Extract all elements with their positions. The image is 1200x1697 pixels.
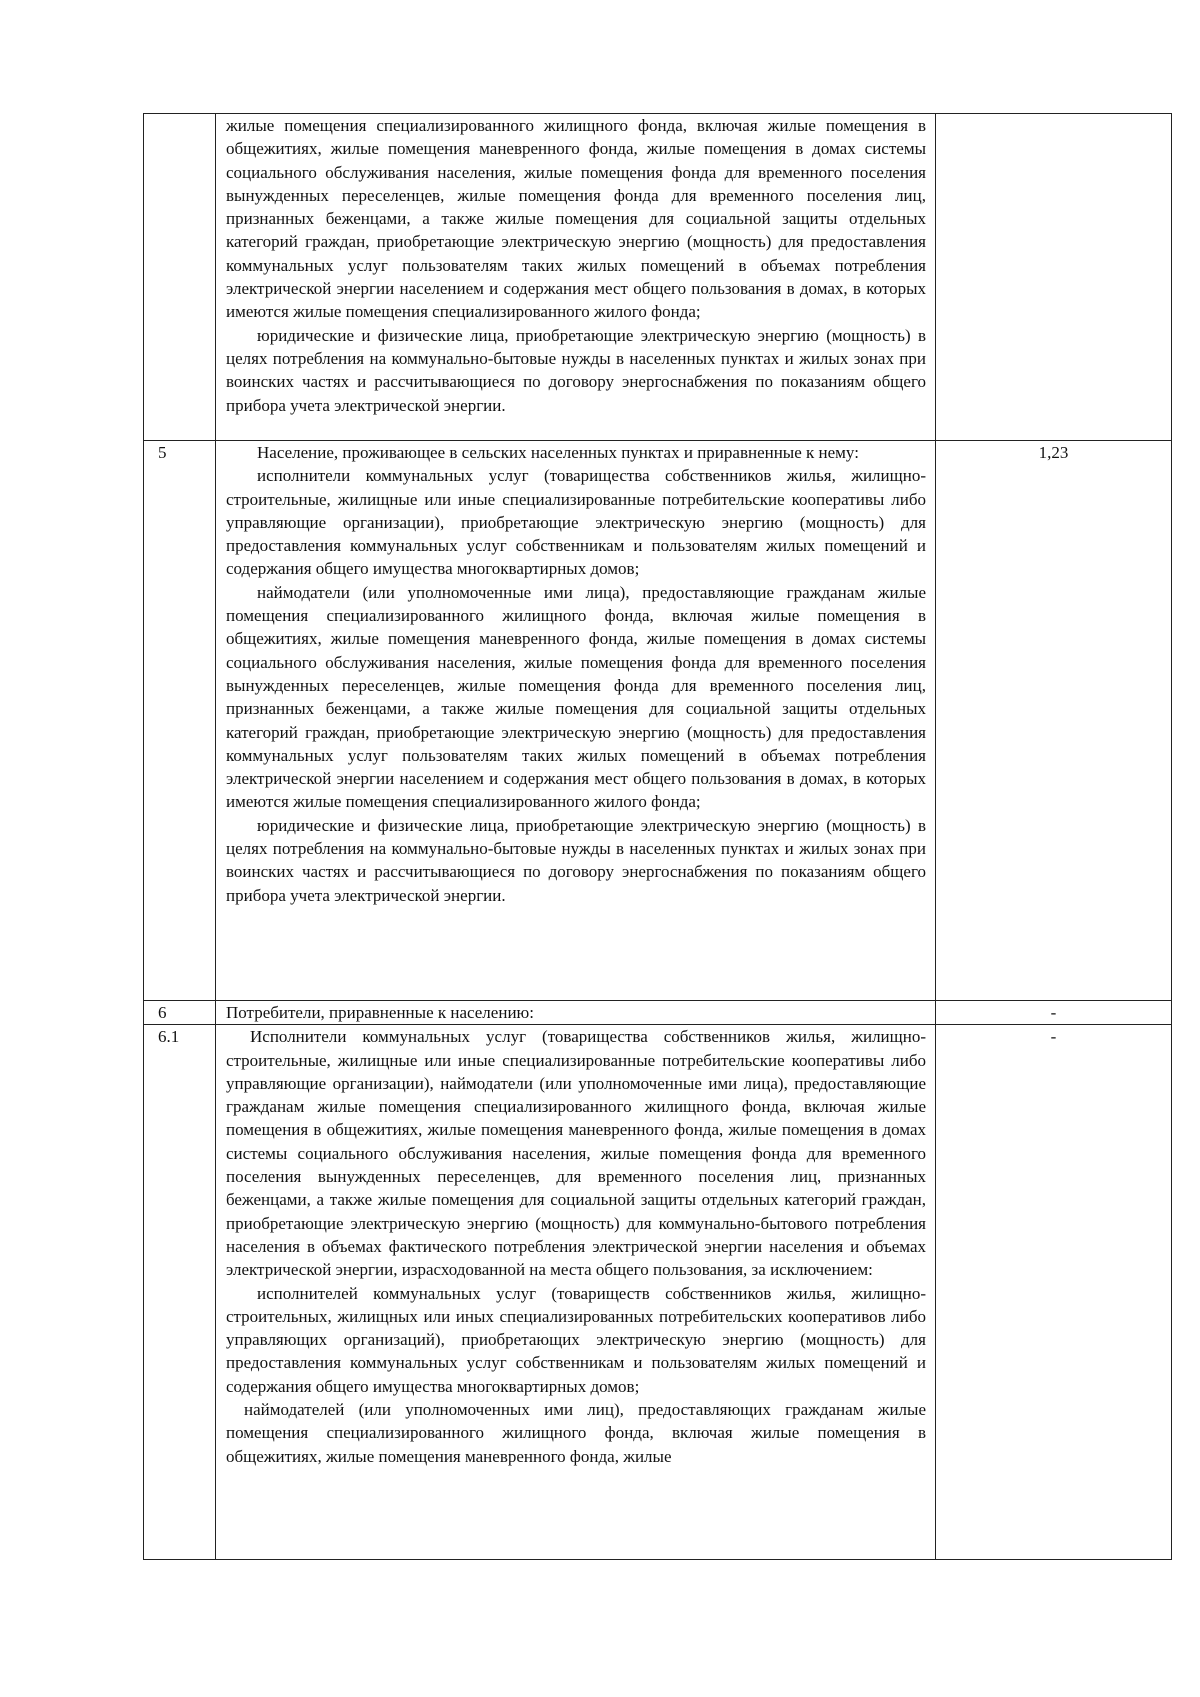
table-row bbox=[144, 441, 1172, 1001]
paragraph: исполнители коммунальных услуг (товарищества собственников жилья, жилищно-строительные, жилищные или иные специализированные потребительские кооперативы либо управляющие организации), приобретающие электрическую энергию (мощность) для предоставления коммунальных услуг собственникам и пользователям жилых помещений и содержания общего имущества многоквартирных домов; bbox=[226, 466, 926, 579]
paragraph: наймодателей (или уполномоченных ими лиц), предоставляющих гражданам жилые помещения специализированного жилищного фонда, включая жилые помещения в общежитиях, жилые помещения маневренного фонда, жилые bbox=[226, 1400, 926, 1466]
row-description bbox=[216, 441, 936, 1001]
table-row bbox=[144, 1025, 1172, 1560]
paragraph: Исполнители коммунальных услуг (товарищества собственников жилья, жилищно-строительные, жилищные или иные специализированные потребительские кооперативы либо управляющие организации), наймодатели (или уполномоченные ими лица), предоставляющие гражданам жилые помещения специализированного жилищного фонда, включая жилые помещения в общежитиях, жилые помещения маневренного фонда, жилые помещения в домах системы социального обслуживания населения, жилые помещения фонда для временного поселения вынужденных переселенцев, для временного поселения лиц, признанных беженцами, а также жилые помещения для социальной защиты отдельных категорий граждан, приобретающие электрическую энергию (мощность) для коммунально-бытового потребления населения в объемах фактического потребления электрической энергии населения и объемах электрической энергии, израсходованной на места общего пользования, за исключением: bbox=[226, 1027, 926, 1280]
row-number bbox=[144, 114, 216, 441]
paragraph: жилые помещения специализированного жилищного фонда, включая жилые помещения в общежитиях, жилые помещения маневренного фонда, жилые помещения в домах системы социального обслуживания населения, жилые помещения фонда для временного поселения вынужденных переселенцев, жилые помещения фонда для временного поселения лиц, признанных беженцами, а также жилые помещения для социальной защиты отдельных категорий граждан, приобретающие электрическую энергию (мощность) для предоставления коммунальных услуг пользователям таких жилых помещений в объемах потребления электрической энергии населением и содержания мест общего пользования в домах, в которых имеются жилые помещения специализированного жилого фонда; bbox=[226, 116, 926, 322]
paragraph: Потребители, приравненные к населению: bbox=[226, 1003, 534, 1022]
row-value bbox=[936, 114, 1172, 441]
row-number: 6 bbox=[144, 1001, 216, 1025]
tariff-table bbox=[143, 113, 1172, 1560]
row-value: - bbox=[936, 1001, 1172, 1025]
paragraph: Население, проживающее в сельских населенных пунктах и приравненные к нему: bbox=[257, 443, 859, 462]
row-value: 1,23 bbox=[936, 441, 1172, 1001]
row-description bbox=[216, 1001, 936, 1025]
paragraph: наймодатели (или уполномоченные ими лица), предоставляющие гражданам жилые помещения специализированного жилищного фонда, включая жилые помещения в общежитиях, жилые помещения маневренного фонда, жилые помещения в домах системы социального обслуживания населения, жилые помещения фонда для временного поселения вынужденных переселенцев, жилые помещения фонда для временного поселения лиц, признанных беженцами, а также жилые помещения для социальной защиты отдельных категорий граждан, приобретающие электрическую энергию (мощность) для предоставления коммунальных услуг пользователям таких жилых помещений в объемах потребления электрической энергии населением и содержания мест общего пользования в домах, в которых имеются жилые помещения специализированного жилого фонда; bbox=[226, 582, 926, 812]
table-row bbox=[144, 1001, 1172, 1025]
row-number: 6.1 bbox=[144, 1025, 216, 1560]
paragraph: юридические и физические лица, приобретающие электрическую энергию (мощность) в целях потребления на коммунально-бытовые нужды в населенных пунктах и жилых зонах при воинских частях и рассчитывающиеся по договору энергоснабжения по показаниям общего прибора учета электрической энергии. bbox=[226, 325, 926, 415]
paragraph: юридические и физические лица, приобретающие электрическую энергию (мощность) в целях потребления на коммунально-бытовые нужды в населенных пунктах и жилых зонах при воинских частях и рассчитывающиеся по договору энергоснабжения по показаниям общего прибора учета электрической энергии. bbox=[226, 815, 926, 905]
row-description bbox=[216, 1025, 936, 1560]
row-value: - bbox=[936, 1025, 1172, 1560]
paragraph: исполнителей коммунальных услуг (товариществ собственников жилья, жилищно-строительных, жилищных или иных специализированных потребительских кооперативов либо управляющих организаций), приобретающих электрическую энергию (мощность) для предоставления коммунальных услуг собственникам и пользователям жилых помещений и содержания общего имущества многоквартирных домов; bbox=[226, 1283, 926, 1396]
table-row bbox=[144, 114, 1172, 441]
row-description bbox=[216, 114, 936, 441]
row-number: 5 bbox=[144, 441, 216, 1001]
